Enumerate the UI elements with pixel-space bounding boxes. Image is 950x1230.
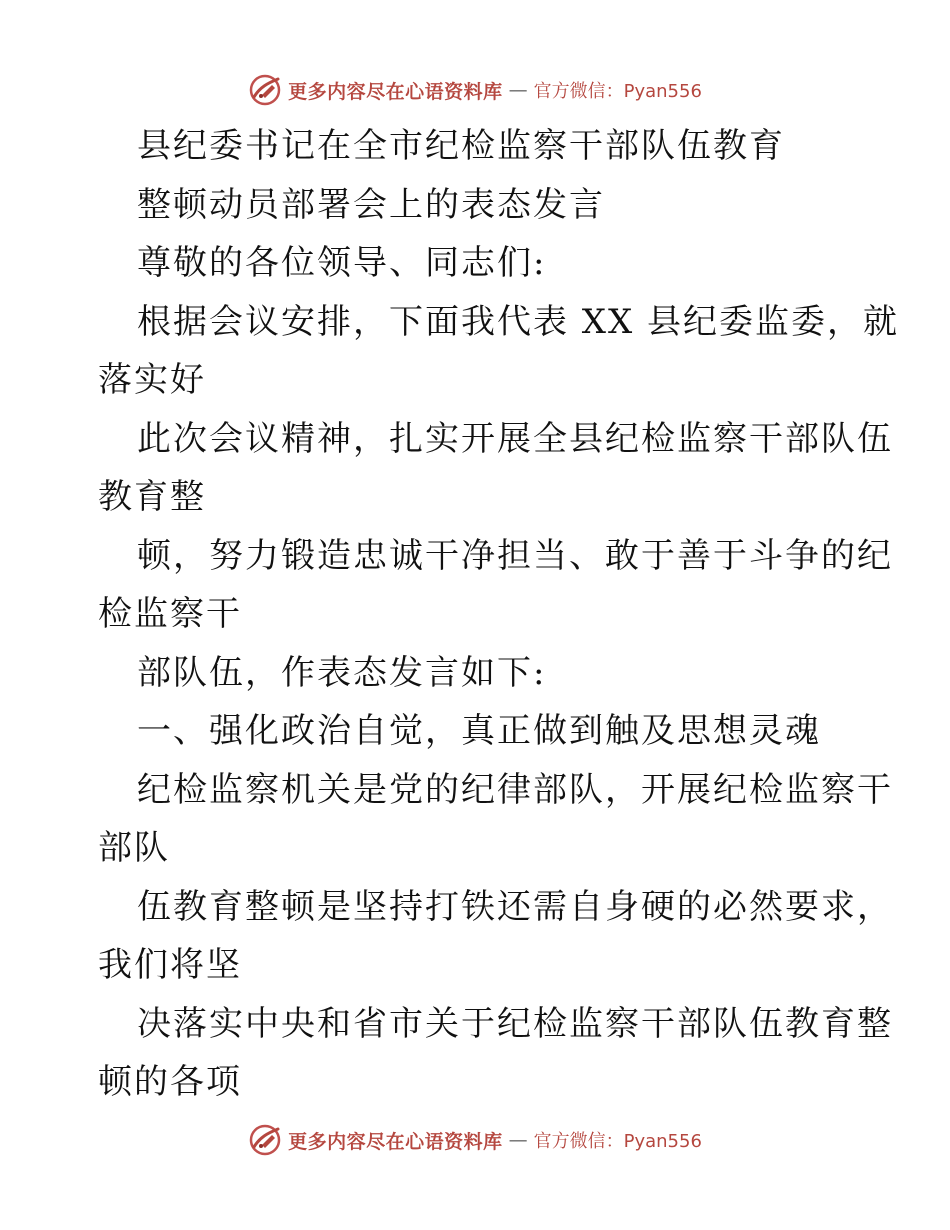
header-watermark: [0, 70, 950, 110]
doc-line: 顿的各项: [98, 1062, 242, 1102]
doc-line: 部队伍，作表态发言如下:: [137, 653, 547, 693]
doc-line: 教育整: [98, 477, 206, 517]
doc-line: 决落实中央和省市关于纪检监察干部队伍教育整: [137, 1004, 893, 1044]
doc-line: 我们将坚: [98, 945, 242, 985]
pen-logo-icon: [248, 73, 282, 107]
doc-line: 根据会议安排，下面我代表 XX 县纪委监委，就: [137, 302, 900, 342]
doc-line: 伍教育整顿是坚持打铁还需自身硬的必然要求，: [137, 887, 893, 927]
doc-line: 检监察干: [98, 594, 242, 634]
watermark-separator: —: [508, 1129, 528, 1151]
doc-line: 顿，努力锻造忠诚干净担当、敢于善于斗争的纪: [137, 536, 893, 576]
pen-logo-icon: [248, 1123, 282, 1157]
doc-title-line-1: 县纪委书记在全市纪检监察干部队伍教育: [137, 126, 785, 166]
doc-line: 落实好: [98, 360, 206, 400]
watermark-brand-text: 更多内容尽在心语资料库: [288, 80, 503, 103]
watermark-separator: —: [508, 79, 528, 101]
doc-line: 此次会议精神，扎实开展全县纪检监察干部队伍: [137, 419, 893, 459]
doc-line: 纪检监察机关是党的纪律部队，开展纪检监察干: [137, 770, 893, 810]
doc-line: 部队: [98, 828, 170, 868]
doc-section-heading: 一、强化政治自觉，真正做到触及思想灵魂: [137, 711, 821, 751]
watermark-brand-text: 更多内容尽在心语资料库: [288, 1130, 503, 1153]
watermark-wechat-text: 官方微信：Pyan556: [533, 1131, 702, 1152]
doc-title-line-2: 整顿动员部署会上的表态发言: [137, 185, 605, 225]
watermark-wechat-text: 官方微信：Pyan556: [533, 81, 702, 102]
footer-watermark: [0, 1120, 950, 1160]
doc-salutation: 尊敬的各位领导、同志们:: [137, 243, 547, 283]
